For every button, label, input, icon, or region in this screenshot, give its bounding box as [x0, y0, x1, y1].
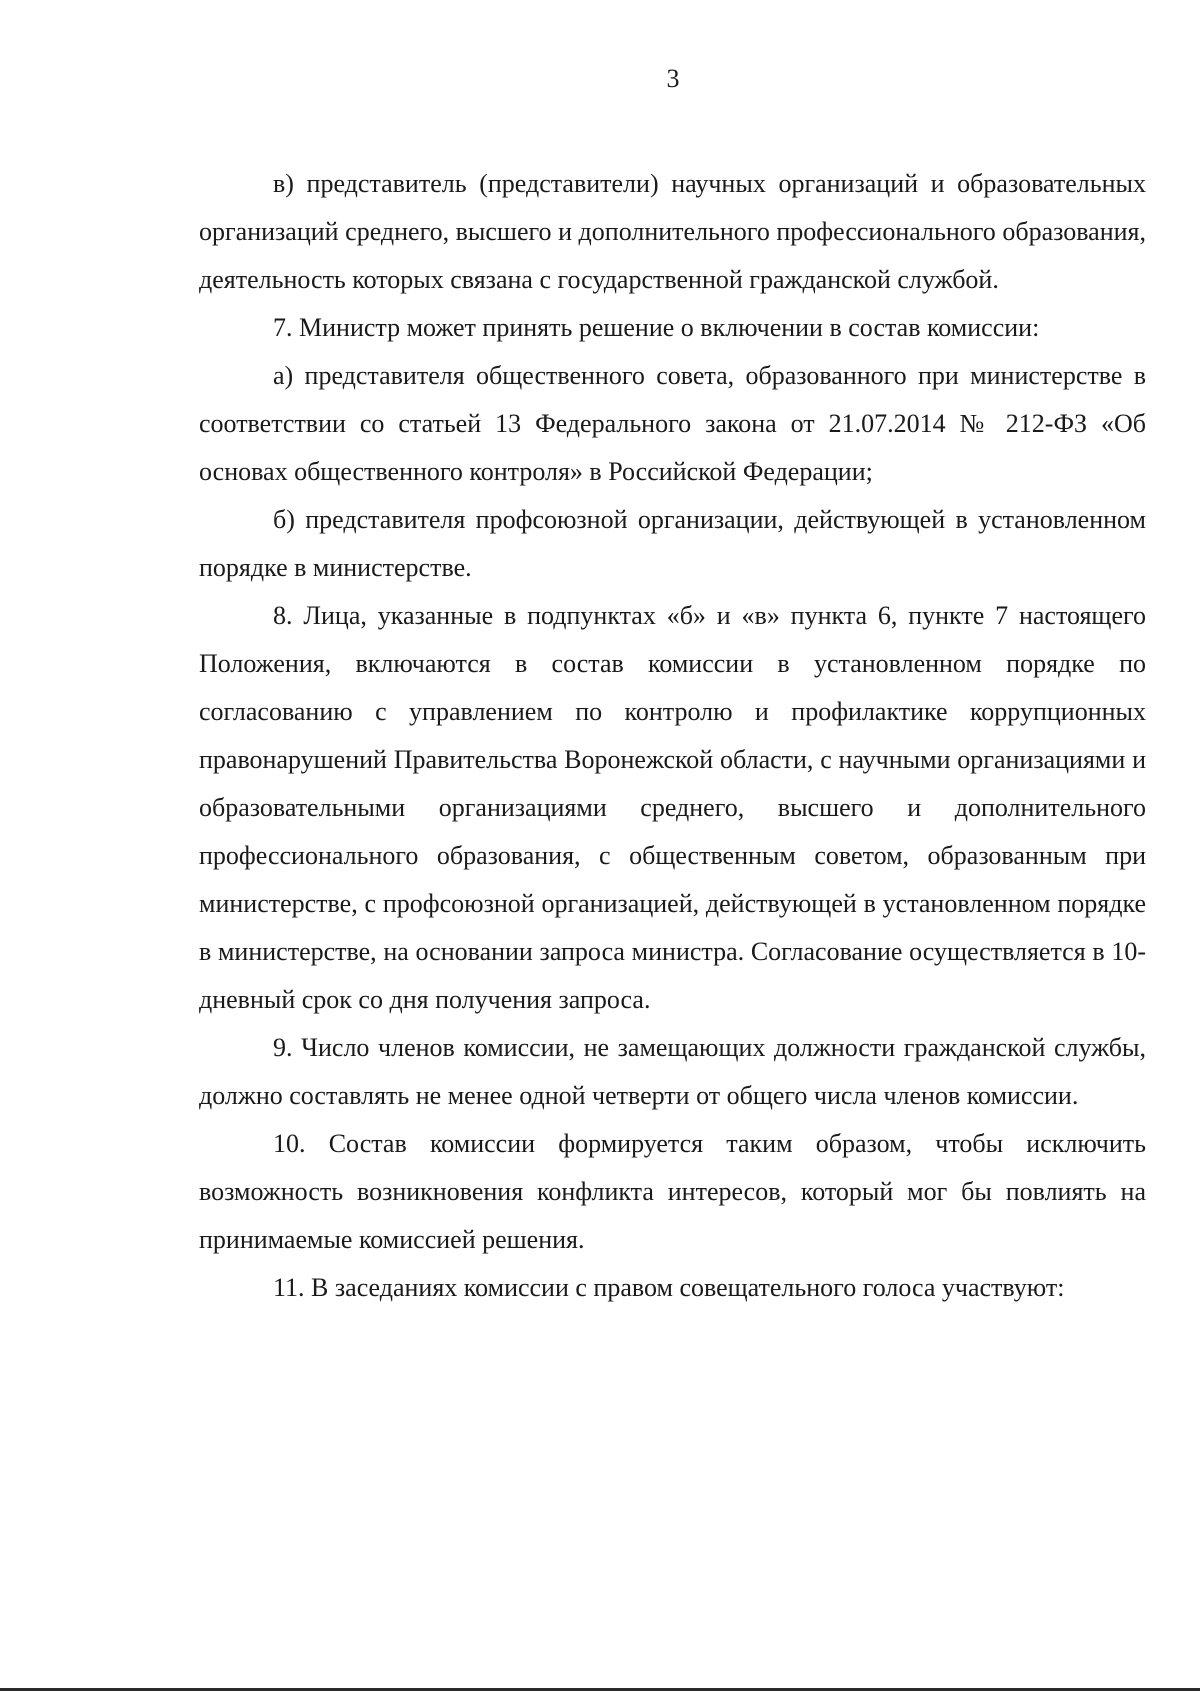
paragraph-8: 8. Лица, указанные в подпунктах «б» и «в» пункта 6, пункте 7 настоящего Положения, включаются в состав комиссии в установленном порядке по согласованию с управлением по контролю и профилактике коррупционных правонарушений Правительства Воронежской области, с научными организациями и образовательными организациями среднего, высшего и дополнительного профессионального образования, с общественным советом, образованным при министерстве, с профсоюзной организацией, действующей в установленном порядке в министерстве, на основании запроса министра. Согласование осуществляется в 10-дневный срок со дня получения запроса. [199, 601, 1146, 1014]
paragraph-7b: б) представителя профсоюзной организации, действующей в установленном порядке в министерстве. [199, 505, 1146, 582]
paragraph-6v: в) представитель (представители) научных организаций и образовательных организаций среднего, высшего и дополнительного профессионального образования, деятельность которых связана с государственной гражданской службой. [199, 169, 1146, 294]
page-number: 3 [666, 64, 680, 93]
paragraph-7: 7. Министр может принять решение о включении в состав комиссии: [273, 313, 1040, 342]
paragraph-11: 11. В заседаниях комиссии с правом совещательного голоса участвуют: [273, 1273, 1065, 1302]
paragraph-7a: а) представителя общественного совета, образованного при министерстве в соответствии со статьей 13 Федерального закона от 21.07.2014 № 212-ФЗ «Об основах общественного контроля» в Российской Федерации; [199, 361, 1146, 486]
paragraph-10: 10. Состав комиссии формируется таким образом, чтобы исключить возможность возникновения конфликта интересов, который мог бы повлиять на принимаемые комиссией решения. [199, 1129, 1146, 1254]
bottom-scan-edge-line [0, 1688, 1200, 1691]
document-body [199, 160, 1146, 1312]
paragraph-9: 9. Число членов комиссии, не замещающих должности гражданской службы, должно составлять не менее одной четверти от общего числа членов комиссии. [199, 1033, 1146, 1110]
